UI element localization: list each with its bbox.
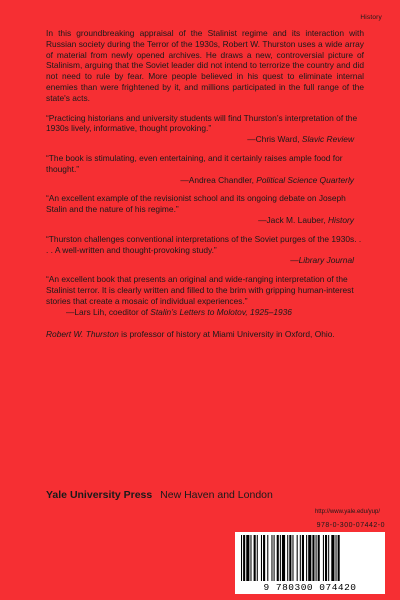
isbn-number: 978-0-300-07442-0 <box>316 522 385 529</box>
quote-attribution <box>46 307 364 318</box>
barcode-bar <box>267 535 268 581</box>
quote-source: Political Science Quarterly <box>256 174 354 185</box>
quote-text: “An excellent book that presents an original and wide-ranging interpretation of the Stalinist terror. It is clearly written and filled to the brim with gripping human-interest stories that create a mosaic of individual experiences.” <box>46 274 354 306</box>
publisher-location: New Haven and London <box>160 489 273 501</box>
barcode-bar <box>257 535 258 581</box>
quote-source: Stalin’s Letters to Molotov, 1925–1936 <box>150 306 292 317</box>
author-name: Robert W. Thurston <box>46 329 119 340</box>
barcode-digits: 9 780300 074420 <box>263 582 357 593</box>
review-quote-2 <box>46 153 364 185</box>
quote-text: “Practicing historians and university students will find Thurston’s interpretation of the 1930s lively, informative, thought provoking.” <box>46 112 358 134</box>
quote-author: —Andrea Chandler, <box>180 174 254 185</box>
quote-text: “Thurston challenges conventional interpretations of the Soviet purges of the 1930s. . . . A well-written and thought-provoking study.” <box>46 233 362 255</box>
barcode-bar <box>306 535 307 581</box>
barcode-bar <box>274 535 275 581</box>
barcode-bar <box>316 535 317 581</box>
barcode-bar <box>331 535 334 581</box>
barcode-bar <box>328 535 329 581</box>
quote-source: Library Journal <box>298 255 354 266</box>
publisher-name: Yale University Press <box>46 489 153 501</box>
barcode-bar <box>323 535 324 581</box>
barcode <box>235 532 385 594</box>
quote-source: History <box>327 214 354 225</box>
barcode-bar <box>254 535 256 581</box>
barcode-bar <box>282 535 285 581</box>
quote-attribution <box>46 175 364 186</box>
review-quote-4 <box>46 234 364 266</box>
barcode-bar <box>277 535 279 581</box>
publisher-line <box>46 489 273 501</box>
quote-attribution <box>46 215 364 226</box>
quote-author: —Chris Ward, <box>247 134 300 145</box>
barcode-bar <box>318 535 320 581</box>
quote-attribution <box>46 255 364 266</box>
barcode-bar <box>325 535 327 581</box>
barcode-bar <box>241 535 242 581</box>
book-description: In this groundbreaking appraisal of the Stalinist regime and its interaction with Russian society during the Terror of the 1930s, Robert W. Thurston uses a wide array of material from newly opened archives. He draws a new, controversial picture of Stalinism, arguing that the Soviet leader did not intend to terrorize the country and did not need to rule by fear. More people believed in his quest to eliminate internal enemies than were frightened by it, and millions participated in the full range of the state's acts. <box>46 28 364 103</box>
publisher-url: http://www.yale.edu/yup/ <box>314 509 380 515</box>
quote-attribution <box>46 134 364 145</box>
quote-text: “An excellent example of the revisionist school and its ongoing debate on Joseph Stalin and the nature of his regime.” <box>46 193 346 215</box>
barcode-bar <box>271 535 272 581</box>
barcode-bar <box>308 535 311 581</box>
review-quote-5 <box>46 274 364 317</box>
barcode-bar <box>289 535 291 581</box>
quote-author: — <box>290 255 299 266</box>
barcode-bar <box>287 535 288 581</box>
barcode-bar <box>312 535 314 581</box>
barcode-bar <box>261 535 262 581</box>
barcode-bar <box>292 535 293 581</box>
barcode-bars <box>241 535 379 581</box>
cover-text <box>46 28 364 340</box>
quote-author: —Jack M. Lauber, <box>258 214 326 225</box>
author-bio-text: is professor of history at Miami University in Oxford, Ohio. <box>118 329 335 340</box>
barcode-bar <box>300 535 301 581</box>
review-quote-3 <box>46 193 364 225</box>
barcode-bar <box>246 535 249 581</box>
barcode-bar <box>302 535 304 581</box>
quote-text: “The book is stimulating, even entertaining, and it certainly raises ample food for thought.” <box>46 152 343 174</box>
author-bio <box>46 329 364 340</box>
quote-source: Slavic Review <box>301 134 354 145</box>
category-label: History <box>360 14 382 21</box>
barcode-bar <box>280 535 281 581</box>
barcode-bar <box>243 535 245 581</box>
review-quote-1 <box>46 113 364 145</box>
barcode-bar <box>250 535 251 581</box>
quote-author: —Lars Lih, coeditor of <box>66 306 148 317</box>
barcode-bar <box>297 535 298 581</box>
barcode-bar <box>338 535 340 581</box>
barcode-bar <box>263 535 265 581</box>
barcode-bar <box>336 535 337 581</box>
